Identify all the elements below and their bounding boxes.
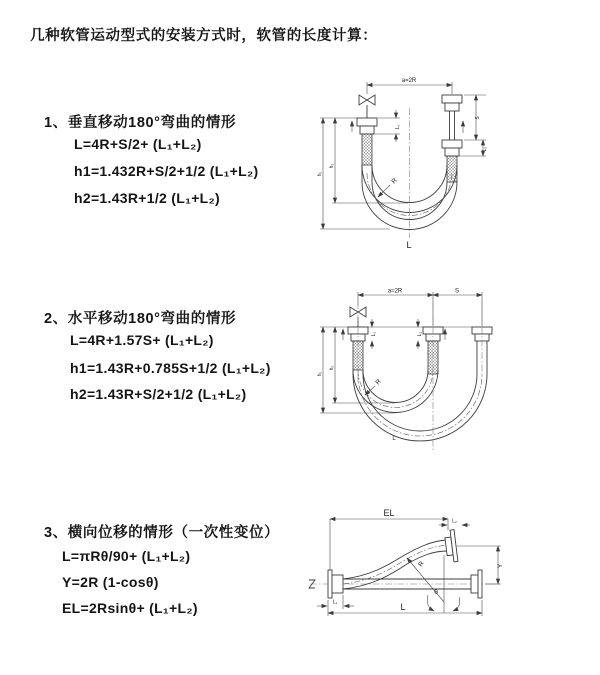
section-1-formula-h1: h1=1.432R+S/2+1/2 (L₁+L₂) bbox=[74, 163, 259, 179]
dim-label-l2: L₂ bbox=[482, 146, 488, 152]
hose-curve bbox=[343, 540, 446, 579]
dim-label-l: L bbox=[392, 436, 396, 442]
dim-label-l1: L₁ bbox=[395, 124, 401, 130]
hose-centerline bbox=[343, 546, 447, 585]
dim-label-a2r: a=2R bbox=[401, 78, 417, 84]
section-1-formula-L: L=4R+S/2+ (L₁+L₂) bbox=[74, 136, 202, 152]
valve-icon bbox=[359, 95, 367, 105]
dim-label-l: L bbox=[406, 240, 412, 250]
dim-label-l: L bbox=[400, 602, 406, 612]
valve-icon bbox=[358, 307, 366, 317]
dim-label-s: S bbox=[454, 288, 460, 295]
flange bbox=[357, 118, 377, 126]
dim-label-h1: h₁ bbox=[317, 171, 323, 177]
dim-label-r: R bbox=[374, 378, 383, 387]
section-3-formula-Y: Y=2R (1-cosθ) bbox=[62, 574, 159, 590]
section-2-formula-L: L=4R+1.57S+ (L₁+L₂) bbox=[70, 332, 214, 348]
flange bbox=[442, 95, 462, 103]
dim-label-h1: h₁ bbox=[317, 371, 323, 377]
section-2-heading: 2、水平移动180°弯曲的情形 bbox=[44, 311, 237, 327]
braided-hose bbox=[362, 134, 372, 165]
fitting bbox=[471, 575, 478, 593]
dim-label-l2: L₂ bbox=[417, 331, 423, 337]
dim-label-el: EL bbox=[383, 508, 395, 518]
flange bbox=[328, 570, 332, 598]
hose-curve bbox=[343, 551, 447, 589]
fitting bbox=[445, 103, 459, 111]
dim-label-r: R bbox=[390, 177, 399, 186]
fitting bbox=[445, 148, 459, 156]
angle-arc bbox=[453, 597, 460, 611]
radius-leader bbox=[378, 185, 390, 197]
section-1-heading: 1、垂直移动180°弯曲的情形 bbox=[44, 115, 237, 131]
dim-label-y: Y bbox=[497, 563, 504, 569]
flange bbox=[478, 570, 482, 598]
dim-label-h2: h₂ bbox=[329, 163, 335, 169]
section-2-formula-h1: h1=1.43R+0.785S+1/2 (L₁+L₂) bbox=[70, 360, 271, 376]
section-3-formula-EL: EL=2Rsinθ+ (L₁+L₂) bbox=[62, 600, 198, 616]
angle-arc bbox=[427, 595, 434, 611]
diagram-horizontal-180-bend bbox=[312, 282, 597, 457]
dim-label-r: R bbox=[417, 560, 426, 569]
hose-curve bbox=[363, 370, 428, 403]
fitting bbox=[360, 126, 374, 134]
page-title: 几种软管运动型式的安装方式时，软管的长度计算： bbox=[30, 28, 378, 44]
valve-icon bbox=[350, 307, 358, 317]
radius-line bbox=[407, 558, 444, 602]
diagram-vertical-180-bend bbox=[312, 70, 590, 256]
fitting bbox=[332, 575, 343, 593]
flange bbox=[442, 140, 462, 148]
section-3-heading: 3、横向位移的情形（一次性变位） bbox=[44, 525, 280, 541]
dim-label-a2r: a=2R bbox=[387, 288, 403, 295]
dim-label-h2: h₂ bbox=[329, 365, 335, 371]
section-3-formula-L: L=πRθ/90+ (L₁+L₂) bbox=[62, 548, 191, 564]
valve-icon bbox=[367, 95, 375, 105]
dim-label-l1: L₁ bbox=[371, 331, 377, 337]
diagram-lateral-displacement bbox=[305, 505, 595, 645]
section-2-formula-h2: h2=1.43R+S/2+1/2 (L₁+L₂) bbox=[70, 386, 247, 402]
dim-label-s: S bbox=[475, 116, 481, 120]
dim-label-theta: θ bbox=[434, 589, 438, 596]
dim-label-l2: L₂ bbox=[452, 518, 457, 525]
dim-label-l1: L₁ bbox=[332, 599, 338, 606]
displaced-flange-group bbox=[444, 530, 458, 563]
section-1-formula-h2: h2=1.43R+1/2 (L₁+L₂) bbox=[74, 190, 221, 206]
